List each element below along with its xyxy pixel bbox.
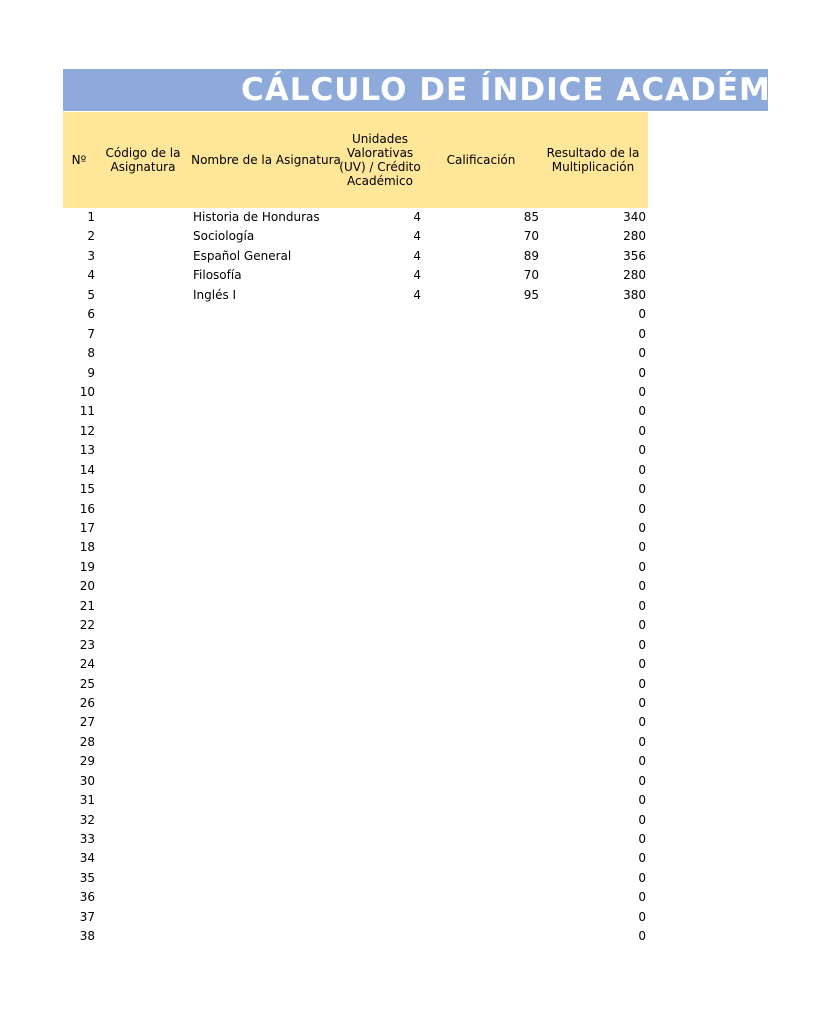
table-row bbox=[63, 227, 648, 246]
uv-value[interactable]: 4 bbox=[413, 248, 421, 263]
result-value[interactable]: 0 bbox=[638, 598, 646, 613]
result-value[interactable]: 0 bbox=[638, 482, 646, 497]
grade-value[interactable]: 85 bbox=[523, 210, 539, 224]
table-header bbox=[63, 112, 648, 208]
header-result: Resultado de la Multiplicación bbox=[546, 146, 640, 174]
row-number[interactable]: 34 bbox=[79, 851, 95, 866]
result-value[interactable]: 0 bbox=[638, 307, 646, 322]
table-row bbox=[63, 694, 648, 713]
table-row bbox=[63, 772, 648, 791]
result-value[interactable]: 0 bbox=[638, 812, 646, 827]
result-value[interactable]: 0 bbox=[638, 657, 646, 672]
result-value[interactable]: 280 bbox=[623, 268, 646, 283]
table-row bbox=[63, 383, 648, 402]
table-row bbox=[63, 791, 648, 810]
row-number[interactable]: 18 bbox=[79, 540, 95, 555]
uv-value[interactable]: 4 bbox=[413, 210, 421, 224]
result-value[interactable]: 0 bbox=[638, 637, 646, 652]
header-name: Nombre de la Asignatura bbox=[191, 153, 341, 167]
uv-value[interactable]: 4 bbox=[413, 229, 421, 244]
result-value[interactable]: 0 bbox=[638, 754, 646, 769]
result-value[interactable]: 0 bbox=[638, 423, 646, 438]
result-value[interactable]: 0 bbox=[638, 793, 646, 808]
subject-name[interactable]: Inglés I bbox=[193, 287, 237, 302]
table-row bbox=[63, 616, 648, 635]
row-number[interactable]: 33 bbox=[79, 832, 95, 846]
table-row bbox=[63, 266, 648, 285]
row-number[interactable]: 9 bbox=[87, 365, 95, 380]
row-number[interactable]: 14 bbox=[79, 462, 95, 477]
table-row bbox=[63, 752, 648, 771]
result-value[interactable]: 0 bbox=[638, 384, 646, 399]
row-number[interactable]: 35 bbox=[79, 870, 95, 885]
table-row bbox=[63, 208, 648, 227]
row-number[interactable]: 21 bbox=[79, 598, 95, 613]
row-number[interactable]: 13 bbox=[79, 443, 95, 458]
table-row bbox=[63, 811, 648, 830]
result-value[interactable]: 0 bbox=[638, 832, 646, 846]
result-value[interactable]: 0 bbox=[638, 929, 646, 944]
row-number[interactable]: 30 bbox=[79, 773, 95, 788]
header-uv: Unidades Valorativas (UV) / Crédito Académico bbox=[339, 132, 421, 188]
table-row bbox=[63, 402, 648, 421]
result-value[interactable]: 356 bbox=[623, 248, 646, 263]
result-value[interactable]: 0 bbox=[638, 365, 646, 380]
table-row bbox=[63, 286, 648, 305]
subject-name[interactable]: Historia de Honduras bbox=[193, 210, 320, 224]
result-value[interactable]: 0 bbox=[638, 695, 646, 710]
table-row bbox=[63, 830, 648, 849]
table-row bbox=[63, 577, 648, 596]
row-number[interactable]: 7 bbox=[87, 326, 95, 341]
row-number[interactable]: 29 bbox=[79, 754, 95, 769]
result-value[interactable]: 0 bbox=[638, 501, 646, 516]
result-value[interactable]: 0 bbox=[638, 346, 646, 361]
table-row bbox=[63, 325, 648, 344]
header-grade: Calificación bbox=[446, 153, 516, 167]
subject-name[interactable]: Filosofía bbox=[193, 268, 242, 283]
row-number[interactable]: 38 bbox=[79, 929, 95, 944]
result-value[interactable]: 0 bbox=[638, 676, 646, 691]
table-row bbox=[63, 500, 648, 519]
table-row bbox=[63, 655, 648, 674]
result-value[interactable]: 0 bbox=[638, 715, 646, 730]
table-row bbox=[63, 597, 648, 616]
row-number[interactable]: 19 bbox=[79, 559, 95, 574]
table-row bbox=[63, 733, 648, 752]
row-number[interactable]: 26 bbox=[79, 695, 95, 710]
result-value[interactable]: 0 bbox=[638, 404, 646, 419]
row-number[interactable]: 5 bbox=[87, 287, 95, 302]
row-number[interactable]: 28 bbox=[79, 734, 95, 749]
table-row bbox=[63, 869, 648, 888]
table-row bbox=[63, 461, 648, 480]
result-value[interactable]: 0 bbox=[638, 521, 646, 535]
row-number[interactable]: 8 bbox=[87, 346, 95, 361]
result-value[interactable]: 0 bbox=[638, 870, 646, 885]
table-row bbox=[63, 538, 648, 557]
table-row bbox=[63, 364, 648, 383]
row-number[interactable]: 25 bbox=[79, 676, 95, 691]
result-value[interactable]: 0 bbox=[638, 618, 646, 633]
uv-value[interactable]: 4 bbox=[413, 268, 421, 283]
row-number[interactable]: 23 bbox=[79, 637, 95, 652]
result-value[interactable]: 340 bbox=[623, 210, 646, 224]
table-row bbox=[63, 888, 648, 907]
result-value[interactable]: 0 bbox=[638, 773, 646, 788]
row-number[interactable]: 1 bbox=[87, 210, 95, 224]
row-number[interactable]: 24 bbox=[79, 657, 95, 672]
subject-name[interactable]: Sociología bbox=[193, 229, 255, 244]
grade-value[interactable]: 95 bbox=[523, 287, 539, 302]
table-row bbox=[63, 305, 648, 324]
result-value[interactable]: 0 bbox=[638, 851, 646, 866]
row-number[interactable]: 32 bbox=[79, 812, 95, 827]
row-number[interactable]: 22 bbox=[79, 618, 95, 633]
row-number[interactable]: 12 bbox=[79, 423, 95, 438]
result-value[interactable]: 0 bbox=[638, 909, 646, 924]
header-code: Código de la Asignatura bbox=[105, 146, 181, 174]
table-row bbox=[63, 519, 648, 538]
row-number[interactable]: 16 bbox=[79, 501, 95, 516]
result-value[interactable]: 0 bbox=[638, 540, 646, 555]
row-number[interactable]: 17 bbox=[79, 521, 95, 535]
result-value[interactable]: 280 bbox=[623, 229, 646, 244]
row-number[interactable]: 6 bbox=[87, 307, 95, 322]
row-number[interactable]: 27 bbox=[79, 715, 95, 730]
table-row bbox=[63, 849, 648, 868]
result-value[interactable]: 0 bbox=[638, 734, 646, 749]
result-value[interactable]: 0 bbox=[638, 890, 646, 905]
table-row bbox=[63, 558, 648, 577]
table-row bbox=[63, 675, 648, 694]
row-number[interactable]: 3 bbox=[87, 248, 95, 263]
table-row bbox=[63, 927, 648, 946]
title-bar bbox=[63, 69, 835, 111]
row-number[interactable]: 36 bbox=[79, 890, 95, 905]
grade-value[interactable]: 89 bbox=[523, 248, 539, 263]
row-number[interactable]: 2 bbox=[87, 229, 95, 244]
row-number[interactable]: 37 bbox=[79, 909, 95, 924]
table-body bbox=[63, 208, 648, 947]
result-value[interactable]: 0 bbox=[638, 443, 646, 458]
header-num: Nº bbox=[71, 153, 87, 167]
table-row bbox=[63, 441, 648, 460]
result-value[interactable]: 0 bbox=[638, 326, 646, 341]
subject-name[interactable]: Español General bbox=[193, 248, 292, 263]
row-number[interactable]: 4 bbox=[87, 268, 95, 283]
result-value[interactable]: 0 bbox=[638, 559, 646, 574]
result-value[interactable]: 0 bbox=[638, 462, 646, 477]
row-number[interactable]: 20 bbox=[79, 579, 95, 594]
grade-value[interactable]: 70 bbox=[523, 268, 539, 283]
grade-value[interactable]: 70 bbox=[523, 229, 539, 244]
result-value[interactable]: 0 bbox=[638, 579, 646, 594]
table-row bbox=[63, 422, 648, 441]
table-row bbox=[63, 636, 648, 655]
row-number[interactable]: 11 bbox=[79, 404, 95, 419]
row-number[interactable]: 10 bbox=[79, 384, 95, 399]
table-row bbox=[63, 247, 648, 266]
result-value[interactable]: 380 bbox=[623, 287, 646, 302]
row-number[interactable]: 31 bbox=[79, 793, 95, 808]
page-title: CÁLCULO DE ÍNDICE ACADÉMICO bbox=[241, 72, 835, 108]
table-row bbox=[63, 480, 648, 499]
table-row bbox=[63, 908, 648, 927]
table-row bbox=[63, 713, 648, 732]
row-number[interactable]: 15 bbox=[79, 482, 95, 497]
uv-value[interactable]: 4 bbox=[413, 287, 421, 302]
table-row bbox=[63, 344, 648, 363]
